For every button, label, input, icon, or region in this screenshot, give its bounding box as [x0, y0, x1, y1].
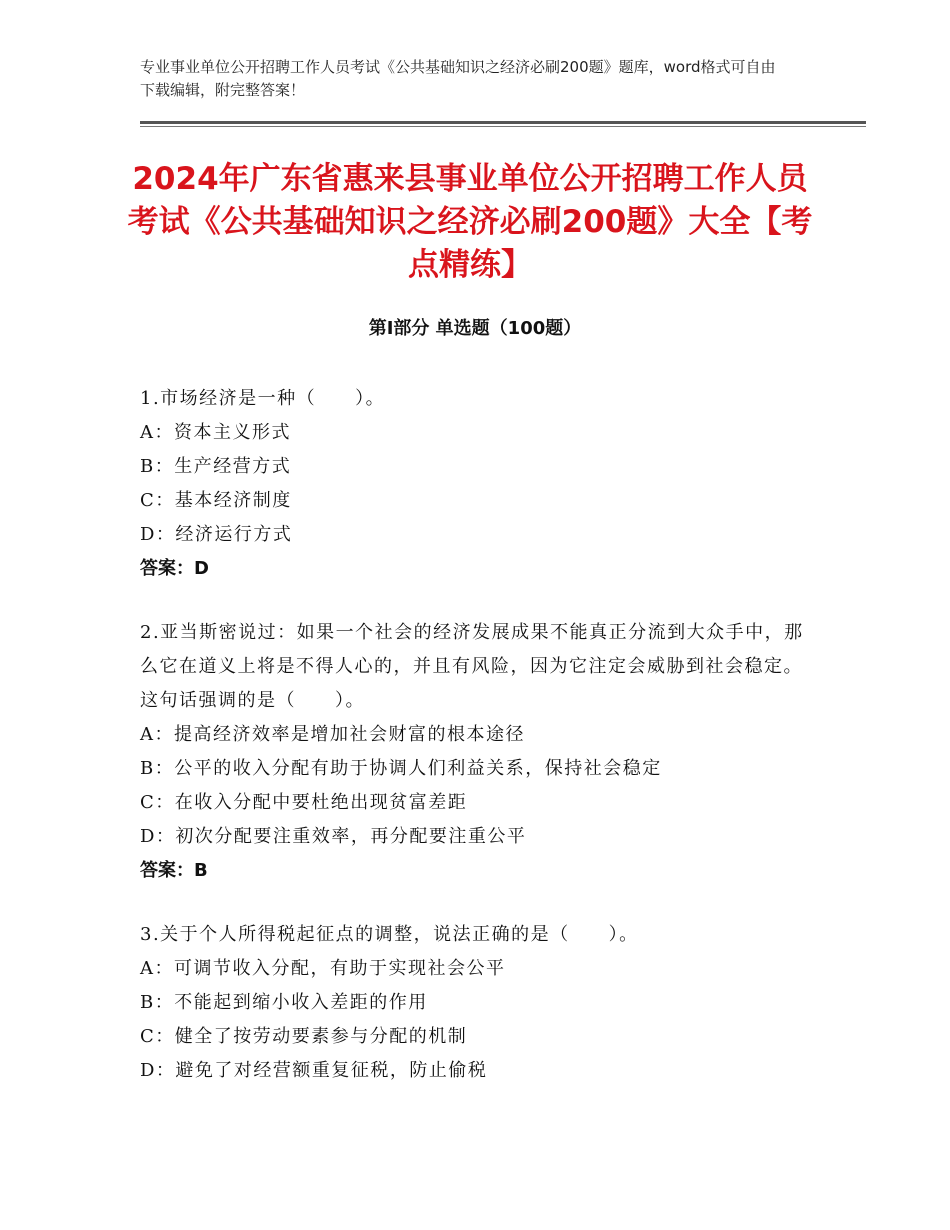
header-note: 专业事业单位公开招聘工作人员考试《公共基础知识之经济必刷200题》题库，word格式可自由下载编辑，附完整答案！ [140, 58, 776, 99]
answer: 答案：B [140, 860, 208, 881]
option-a: A：可调节收入分配，有助于实现社会公平 [140, 958, 506, 979]
option-d: D：避免了对经营额重复征税，防止偷税 [140, 1060, 488, 1081]
question-2 [140, 616, 820, 888]
option-b: B：不能起到缩小收入差距的作用 [140, 992, 428, 1013]
question-stem: 2.亚当斯密说过：如果一个社会的经济发展成果不能真正分流到大众手中，那么它在道义上将是不得人心的，并且有风险，因为它注定会威胁到社会稳定。这句话强调的是（ ）。 [140, 622, 804, 711]
question-stem: 3.关于个人所得税起征点的调整，说法正确的是（ ）。 [140, 924, 639, 945]
header-divider-thin [140, 126, 866, 127]
question-1 [140, 382, 820, 586]
section-title: 第Ⅰ部分 单选题（100题） [368, 318, 582, 339]
option-c: C：在收入分配中要杜绝出现贫富差距 [140, 792, 468, 813]
option-b: B：生产经营方式 [140, 456, 292, 477]
option-c: C：健全了按劳动要素参与分配的机制 [140, 1026, 468, 1047]
option-a: A：资本主义形式 [140, 422, 291, 443]
question-stem: 1.市场经济是一种（ ）。 [140, 388, 386, 409]
question-3 [140, 918, 820, 1088]
document-title: 2024年广东省惠来县事业单位公开招聘工作人员考试《公共基础知识之经济必刷200题》大全【考点精练】 [127, 161, 813, 283]
option-a: A：提高经济效率是增加社会财富的根本途径 [140, 724, 525, 745]
option-b: B：公平的收入分配有助于协调人们利益关系，保持社会稳定 [140, 758, 662, 779]
answer: 答案：D [140, 558, 209, 579]
option-d: D：初次分配要注重效率，再分配要注重公平 [140, 826, 527, 847]
question-list [140, 382, 820, 1118]
option-d: D：经济运行方式 [140, 524, 293, 545]
header-divider-thick [140, 121, 866, 124]
option-c: C：基本经济制度 [140, 490, 292, 511]
